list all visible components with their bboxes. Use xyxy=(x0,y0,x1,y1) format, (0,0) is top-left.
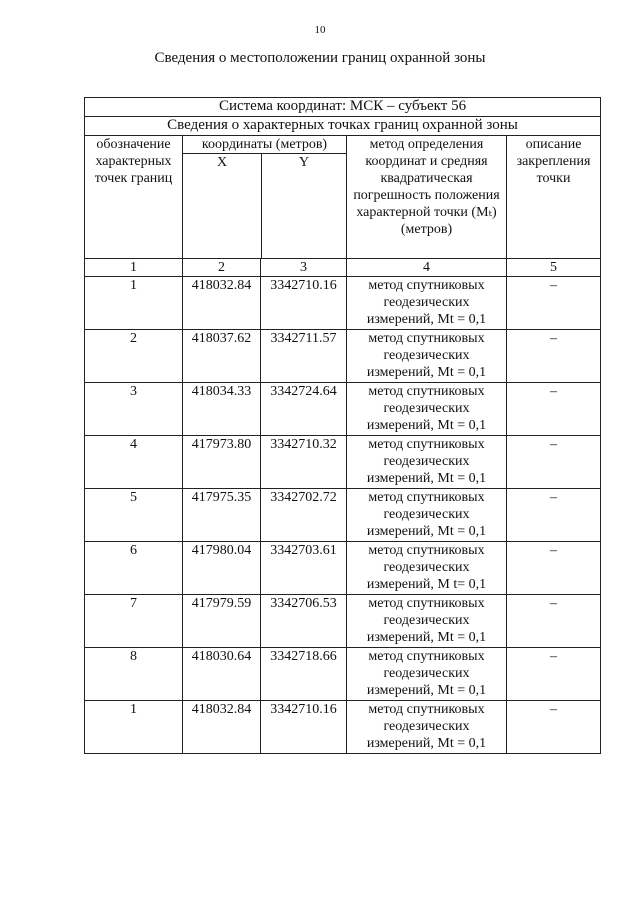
y-coordinate-cell: 3342702.72 xyxy=(261,489,347,542)
description-cell: – xyxy=(507,383,601,436)
header-description: описание закрепления точки xyxy=(507,136,601,259)
method-cell: метод спутниковых геодезических измерений, Mt = 0,1 xyxy=(347,383,507,436)
point-id-cell: 6 xyxy=(85,542,183,595)
method-cell: метод спутниковых геодезических измерений, Mt = 0,1 xyxy=(347,330,507,383)
method-cell: метод спутниковых геодезических измерений, Mt = 0,1 xyxy=(347,436,507,489)
point-id-cell: 7 xyxy=(85,595,183,648)
description-cell: – xyxy=(507,330,601,383)
point-id-cell: 2 xyxy=(85,330,183,383)
x-coordinate-cell: 417973.80 xyxy=(183,436,261,489)
x-coordinate-cell: 417979.59 xyxy=(183,595,261,648)
point-id-cell: 8 xyxy=(85,648,183,701)
table-row xyxy=(85,383,601,436)
table-row xyxy=(85,489,601,542)
table-row xyxy=(85,595,601,648)
y-coordinate-cell: 3342703.61 xyxy=(261,542,347,595)
method-cell: метод спутниковых геодезических измерений, M t= 0,1 xyxy=(347,542,507,595)
header-row xyxy=(85,136,601,259)
y-coordinate-cell: 3342710.16 xyxy=(261,277,347,330)
point-id-cell: 1 xyxy=(85,701,183,754)
description-cell: – xyxy=(507,648,601,701)
header-coordinates-label: координаты (метров) xyxy=(183,136,346,154)
point-id-cell: 3 xyxy=(85,383,183,436)
table-row xyxy=(85,542,601,595)
table-row xyxy=(85,277,601,330)
point-id-cell: 5 xyxy=(85,489,183,542)
column-number: 1 xyxy=(85,259,183,277)
column-number: 2 xyxy=(183,259,261,277)
point-id-cell: 1 xyxy=(85,277,183,330)
description-cell: – xyxy=(507,542,601,595)
y-coordinate-cell: 3342706.53 xyxy=(261,595,347,648)
table-row xyxy=(85,701,601,754)
point-id-cell: 4 xyxy=(85,436,183,489)
x-coordinate-cell: 417975.35 xyxy=(183,489,261,542)
header-coordinates xyxy=(183,136,347,259)
method-cell: метод спутниковых геодезических измерений, Mt = 0,1 xyxy=(347,277,507,330)
header-y: Y xyxy=(298,155,310,170)
points-info-row xyxy=(85,117,601,136)
y-coordinate-cell: 3342710.16 xyxy=(261,701,347,754)
column-number: 5 xyxy=(507,259,601,277)
column-number: 3 xyxy=(261,259,347,277)
x-coordinate-cell: 418032.84 xyxy=(183,701,261,754)
points-info-cell: Сведения о характерных точках границ охранной зоны xyxy=(85,117,601,136)
method-cell: метод спутниковых геодезических измерений, Mt = 0,1 xyxy=(347,489,507,542)
column-number: 4 xyxy=(347,259,507,277)
description-cell: – xyxy=(507,436,601,489)
header-x: X xyxy=(183,154,262,258)
x-coordinate-cell: 418030.64 xyxy=(183,648,261,701)
y-coordinate-cell: 3342724.64 xyxy=(261,383,347,436)
header-method: метод определения координат и средняя квадратическая погрешность положения характерной точки (Mₜ) (метров) xyxy=(347,136,507,259)
column-number-row xyxy=(85,259,601,277)
page-number: 10 xyxy=(314,24,326,36)
method-cell: метод спутниковых геодезических измерений, Mt = 0,1 xyxy=(347,701,507,754)
description-cell: – xyxy=(507,701,601,754)
x-coordinate-cell: 418034.33 xyxy=(183,383,261,436)
x-coordinate-cell: 418032.84 xyxy=(183,277,261,330)
description-cell: – xyxy=(507,595,601,648)
y-coordinate-cell: 3342711.57 xyxy=(261,330,347,383)
y-coordinate-cell: 3342718.66 xyxy=(261,648,347,701)
x-coordinate-cell: 418037.62 xyxy=(183,330,261,383)
y-coordinate-cell: 3342710.32 xyxy=(261,436,347,489)
description-cell: – xyxy=(507,277,601,330)
coordinate-system-cell: Система координат: МСК – субъект 56 xyxy=(85,98,601,117)
header-designation: обозначение характерных точек границ xyxy=(85,136,183,259)
boundary-points-table xyxy=(84,97,601,754)
coordinate-system-row xyxy=(85,98,601,117)
description-cell: – xyxy=(507,489,601,542)
table-row xyxy=(85,436,601,489)
method-cell: метод спутниковых геодезических измерений, Mt = 0,1 xyxy=(347,648,507,701)
method-cell: метод спутниковых геодезических измерений, Mt = 0,1 xyxy=(347,595,507,648)
x-coordinate-cell: 417980.04 xyxy=(183,542,261,595)
document-title: Сведения о местоположении границ охранной зоны xyxy=(154,50,486,66)
table-row xyxy=(85,330,601,383)
table-row xyxy=(85,648,601,701)
